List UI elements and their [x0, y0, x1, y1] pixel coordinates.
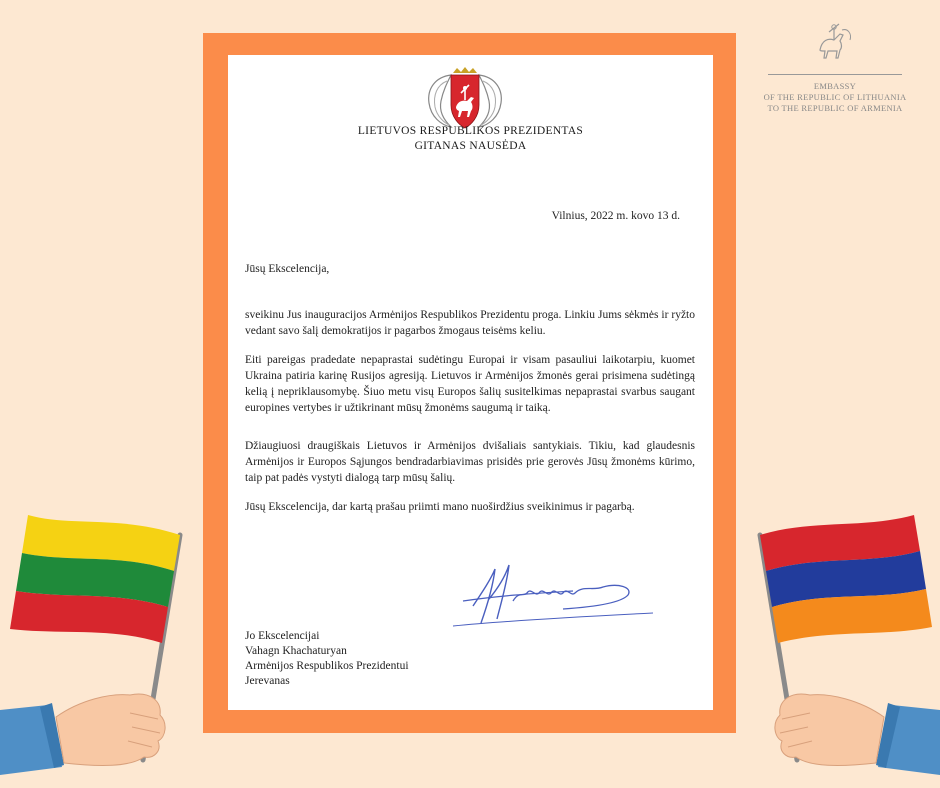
recipient-line-2: Vahagn Khachaturyan: [245, 645, 347, 657]
paragraph-1: sveikinu Jus inauguracijos Armėnijos Respublikos Prezidentu proga. Linkiu Jums sėkmės ir ryžto vedant savo šalį demokratijos ir pagarbos žmogaus teisėms keliu.: [245, 309, 695, 337]
embassy-branding: [760, 20, 910, 114]
embassy-line-3: TO THE REPUBLIC OF ARMENIA: [767, 103, 903, 113]
coat-of-arms-icon: [421, 67, 509, 133]
letter-date: Vilnius, 2022 m. kovo 13 d.: [551, 210, 680, 222]
issuer-title: LIETUVOS RESPUBLIKOS PREZIDENTAS: [357, 125, 584, 137]
paragraph-2: Eiti pareigas pradedate nepaprastai sudėtingu Europai ir visam pasauliui laikotarpiu, kuomet Ukraina patiria karinę Rusijos agresiją. Lietuvos ir Armėnijos žmonės gerai prisimena sudėtingą kelią į nepriklausomybę. Šiuo metu visų Europos šalių susitelkimas nepaprastai svarbus saugant europines vertybes ir užtikrinant mūsų žmonėms saugumą ir taiką.: [245, 354, 695, 414]
paragraph-4: Jūsų Ekscelencija, dar kartą prašau priimti mano nuoširdžius sveikinimus ir pagarbą.: [245, 501, 635, 513]
embassy-line-1: EMBASSY: [813, 81, 857, 91]
letter-page: [228, 55, 713, 710]
signature-graphic: [443, 551, 673, 641]
salutation: Jūsų Ekscelencija,: [245, 263, 330, 275]
vytis-logo-icon: [812, 20, 858, 68]
armenia-flag-illustration: [742, 505, 940, 788]
recipient-line-4: Jerevanas: [245, 675, 290, 687]
embassy-line-2: OF THE REPUBLIC OF LITHUANIA: [763, 92, 907, 102]
lithuania-flag-illustration: [0, 505, 200, 788]
issuer-name: GITANAS NAUSĖDA: [414, 140, 527, 152]
paragraph-3: Džiaugiuosi draugiškais Lietuvos ir Armėnijos dvišaliais santykiais. Tikiu, kad glaudesnis Armėnijos ir Europos Sąjungos bendradarbiavimas prisidės prie gerovės Jūsų žmonėms kūrimo, taip pat padės vystyti dialogą tarp mūsų šalių.: [245, 440, 695, 484]
embassy-divider: [768, 74, 902, 75]
recipient-line-1: Jo Ekscelencijai: [245, 630, 320, 642]
recipient-line-3: Armėnijos Respublikos Prezidentui: [245, 660, 409, 672]
recipient-block: [245, 629, 409, 689]
